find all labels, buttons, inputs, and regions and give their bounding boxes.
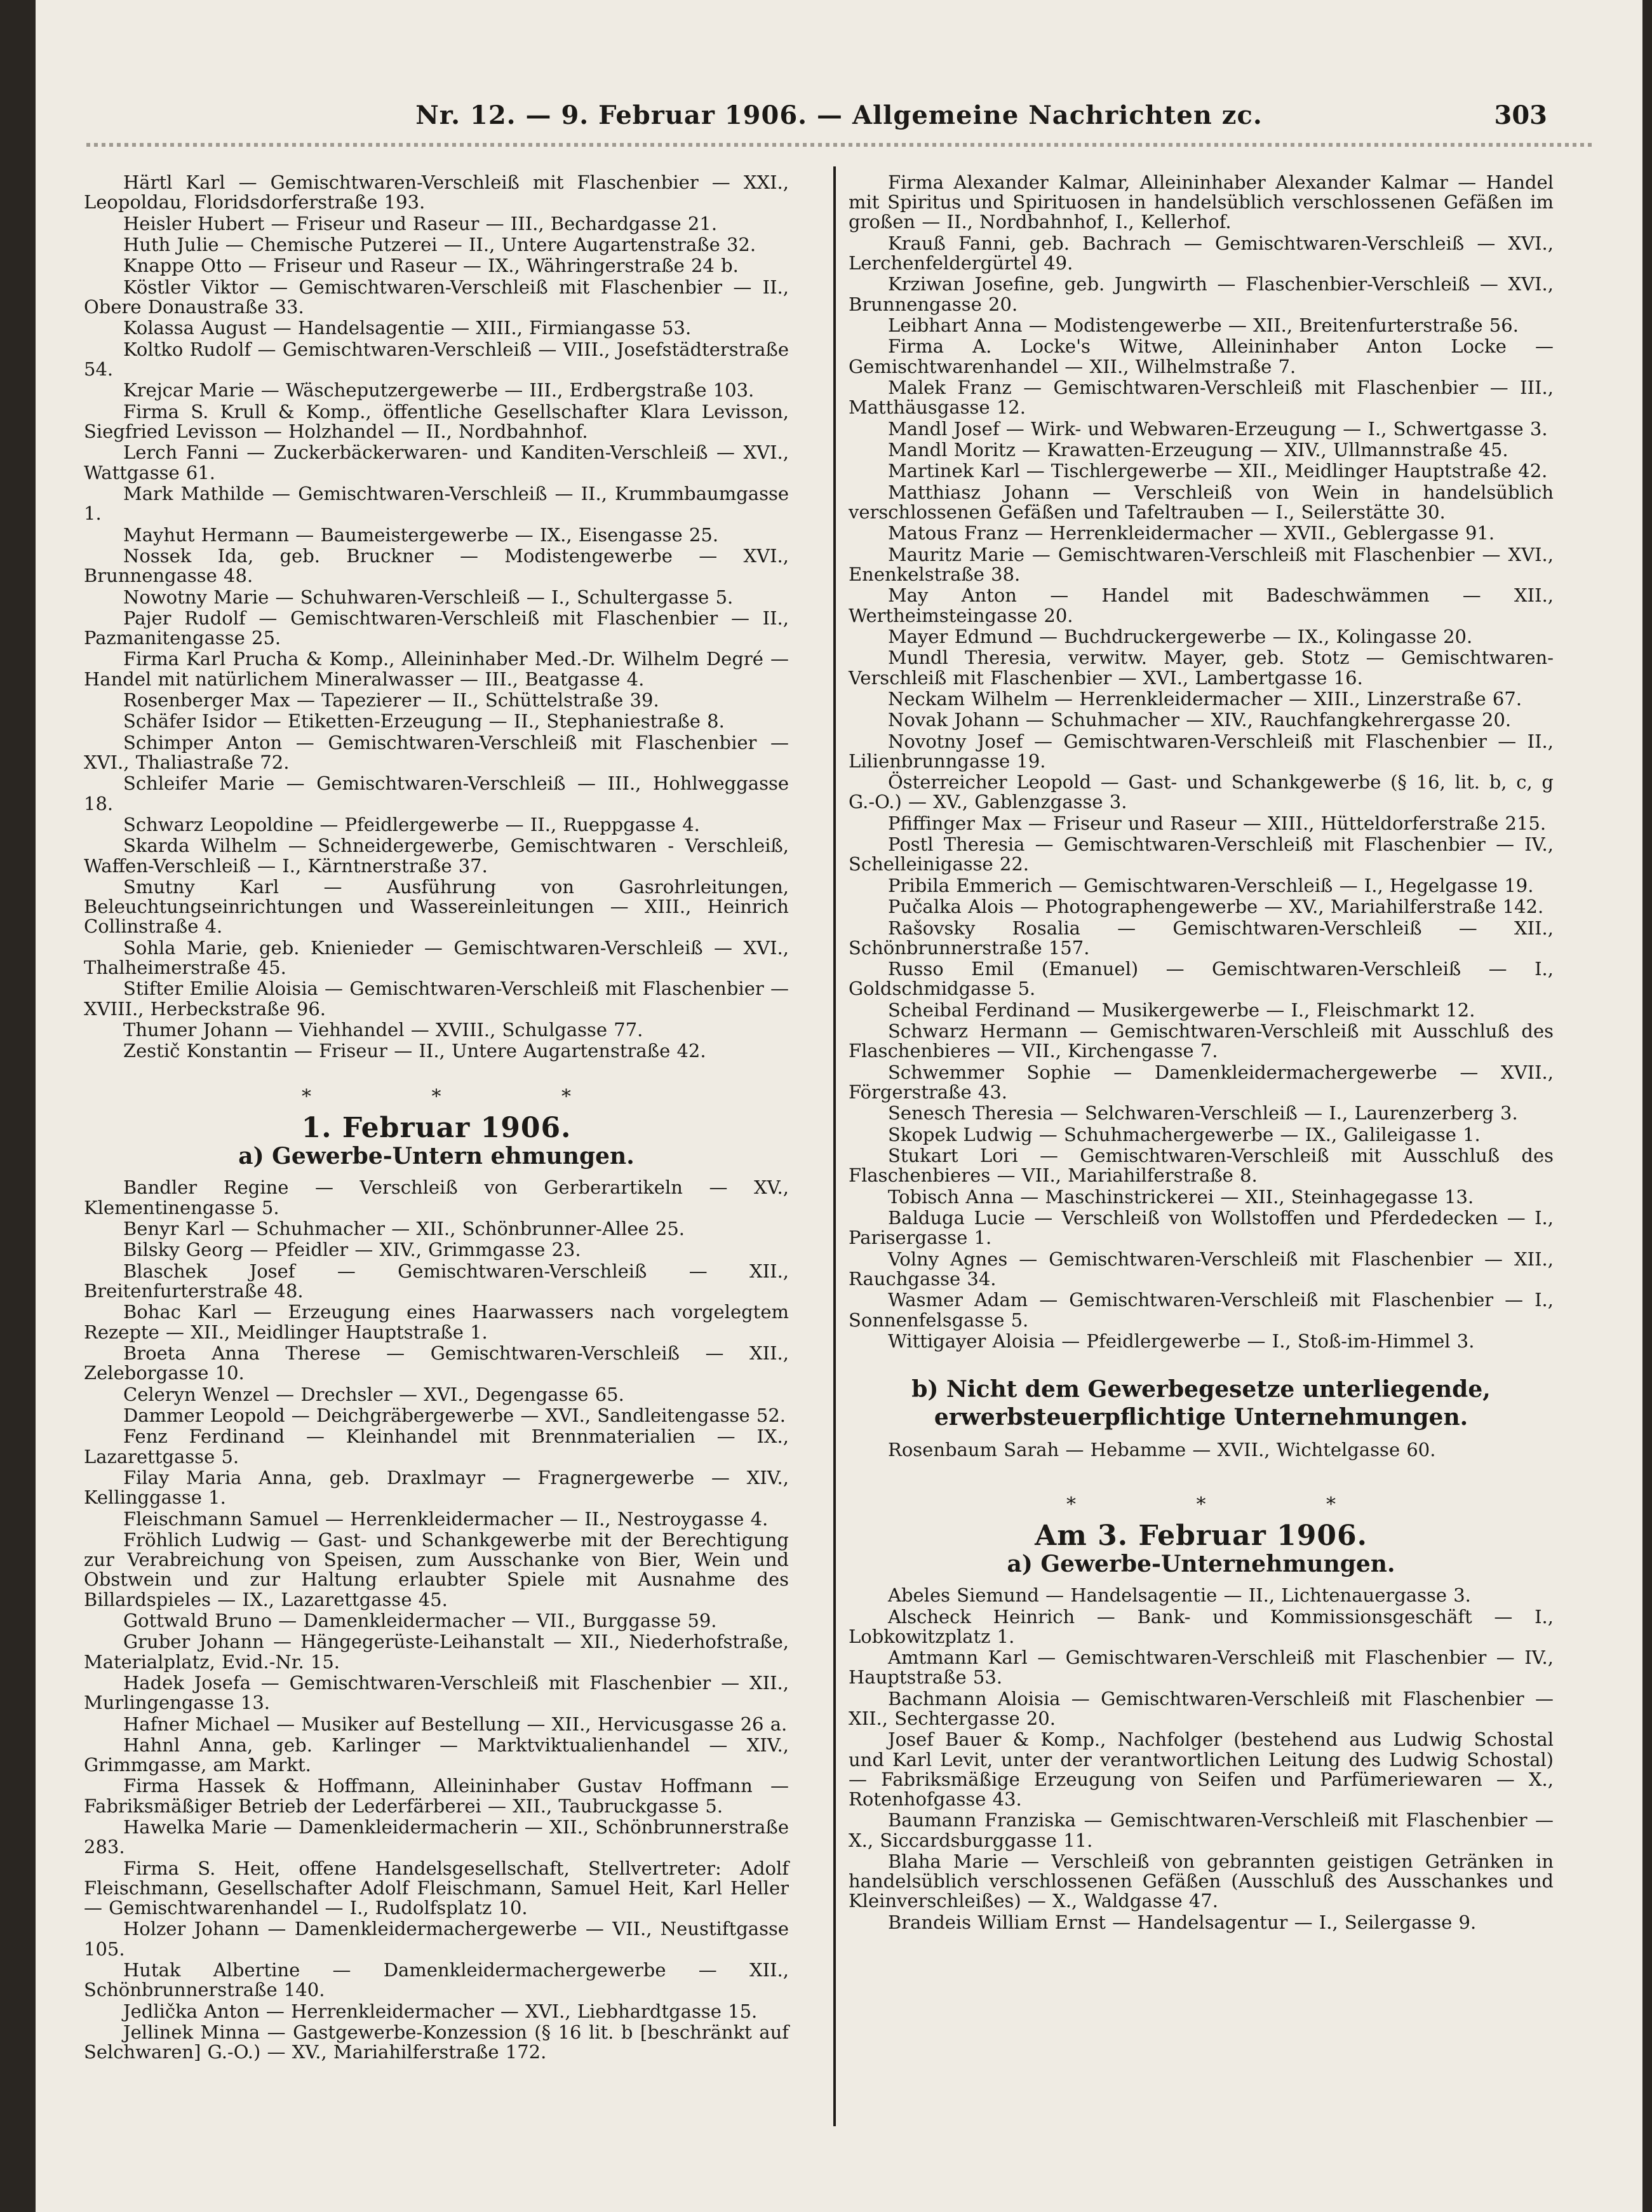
list-item: Smutny Karl — Ausführung von Gasrohrleitungen, Beleuchtungseinrichtungen und Wassereinleitungen — XIII., Heinrich Collinstraße 4. [84,876,789,938]
page-number: 303 [1494,100,1547,130]
list-item: Fröhlich Ludwig — Gast- und Schankgewerbe mit der Berechtigung zur Verabreichung von Speisen, zum Ausschanke von Bier, Wein und Obstwein und zur Haltung erlaubter Spiele mit Ausnahme des Billardspieles — IX., Lazarettgasse 45. [84,1528,789,1610]
list-item: Nossek Ida, geb. Bruckner — Modistengewerbe — XVI., Brunnengasse 48. [84,544,789,587]
list-item: Kolassa August — Handelsagentie — XIII., Firmiangasse 53. [123,317,692,339]
list-item: Schwemmer Sophie — Damenkleidermachergewerbe — XVII., Förgerstraße 43. [849,1061,1554,1103]
list-item: Mundl Theresia, verwitw. Mayer, geb. Stotz — Gemischtwaren-Verschleiß mit Flaschenbier — XVI., Lambertgasse 16. [849,647,1554,689]
list-item: Heisler Hubert — Friseur und Raseur — III., Bechardgasse 21. [123,212,718,234]
list-item: Blaschek Josef — Gemischtwaren-Verschleiß — XII., Breitenfurterstraße 48. [84,1260,789,1302]
list-item: Gottwald Bruno — Damenkleidermacher — VII., Burggasse 59. [123,1609,717,1631]
left-entries-a [84,173,789,1062]
list-item: Stifter Emilie Aloisia — Gemischtwaren-Verschleiß mit Flaschenbier — XVIII., Herbeckstraße 96. [84,978,789,1020]
list-item: Schleifer Marie — Gemischtwaren-Verschleiß — III., Hohlweggasse 18. [84,772,789,814]
list-item: Fleischmann Samuel — Herrenkleidermacher — II., Nestroygasse 4. [123,1507,769,1530]
list-item: May Anton — Handel mit Badeschwämmen — XII., Wertheimsteingasse 20. [849,584,1554,626]
list-item: Novotny Josef — Gemischtwaren-Verschleiß mit Flaschenbier — II., Lilienbrunngasse 19. [849,730,1554,772]
list-item: Krejcar Marie — Wäscheputzergewerbe — III., Erdbergstraße 103. [123,379,755,401]
list-item: Sohla Marie, geb. Knienieder — Gemischtwaren-Verschleiß — XVI., Thalheimerstraße 45. [84,936,789,979]
list-item: Krauß Fanni, geb. Bachrach — Gemischtwaren-Verschleiß — XVI., Lerchenfeldergürtel 49. [849,232,1554,274]
list-item: Holzer Johann — Damenkleidermachergewerbe — VII., Neustiftgasse 105. [84,1918,789,1960]
list-item: Tobisch Anna — Maschinstrickerei — XII., Steinhagegasse 13. [888,1185,1474,1208]
list-item: Fenz Ferdinand — Kleinhandel mit Brennmaterialien — IX., Lazarettgasse 5. [84,1426,789,1467]
list-item: Wittigayer Aloisia — Pfeidlergewerbe — I., Stoß-im-Himmel 3. [888,1330,1475,1352]
list-item: Amtmann Karl — Gemischtwaren-Verschleiß mit Flaschenbier — IV., Hauptstraße 53. [849,1647,1554,1689]
list-item: Pfiffinger Max — Friseur und Raseur — XIII., Hütteldorferstraße 215. [888,812,1547,834]
list-item: Matthiasz Johann — Verschleiß von Wein in handelsüblich verschlossenen Gefäßen und Tafeltrauben — I., Seilerstätte 30. [849,481,1554,523]
left-entries-b [84,1178,789,2062]
list-item: Matous Franz — Herrenkleidermacher — XVII., Geblergasse 91. [888,522,1495,544]
right-entries-c [849,1586,1554,1932]
list-item: Zestič Konstantin — Friseur — II., Untere Augartenstraße 42. [123,1040,706,1062]
list-item: Lerch Fanni — Zuckerbäckerwaren- und Kanditen-Verschleiß — XVI., Wattgasse 61. [84,442,789,483]
right-column [849,173,1554,1934]
list-item: Firma S. Krull & Komp., öffentliche Gesellschafter Klara Levisson, Siegfried Levisson — Holzhandel — II., Nordbahnhof. [84,400,789,442]
section-heading: a) Gewerbe-Untern ehmungen. [238,1143,635,1170]
list-item: Rosenbaum Sarah — Hebamme — XVII., Wichtelgasse 60. [888,1439,1436,1461]
list-item: Firma A. Locke's Witwe, Alleininhaber Anton Locke — Gemischtwarenhandel — XII., Wilhelmstraße 7. [849,335,1554,377]
list-item: Rašovsky Rosalia — Gemischtwaren-Verschleiß — XII., Schönbrunnerstraße 157. [849,917,1554,959]
list-item: Stukart Lori — Gemischtwaren-Verschleiß mit Ausschluß des Flaschenbieres — VII., Mariahilferstraße 8. [849,1145,1554,1187]
list-item: Köstler Viktor — Gemischtwaren-Verschleiß mit Flaschenbier — II., Obere Donaustraße 33. [84,276,789,318]
list-item: Malek Franz — Gemischtwaren-Verschleiß mit Flaschenbier — III., Matthäusgasse 12. [849,376,1554,419]
list-item: Neckam Wilhelm — Herrenkleidermacher — XIII., Linzerstraße 67. [888,687,1522,710]
list-item: Schwarz Leopoldine — Pfeidlergewerbe — II., Rueppgasse 4. [123,814,700,836]
list-item: Bohac Karl — Erzeugung eines Haarwassers nach vorgelegtem Rezepte — XII., Meidlinger Hauptstraße 1. [84,1301,789,1343]
list-item: Leibhart Anna — Modistengewerbe — XII., Breitenfurterstraße 56. [888,314,1519,336]
list-item: Pajer Rudolf — Gemischtwaren-Verschleiß mit Flaschenbier — II., Pazmanitengasse 25. [84,607,789,649]
list-item: Bandler Regine — Verschleiß von Gerberartikeln — XV., Klementinengasse 5. [84,1177,789,1218]
list-item: Schwarz Hermann — Gemischtwaren-Verschleiß mit Ausschluß des Flaschenbieres — VII., Kirchengasse 7. [849,1020,1554,1062]
list-item: Martinek Karl — Tischlergewerbe — XII., Meidlinger Hauptstraße 42. [888,460,1548,482]
newspaper-page [36,0,1642,2212]
list-item: Hahnl Anna, geb. Karlinger — Marktviktualienhandel — XIV., Grimmgasse, am Markt. [84,1734,789,1776]
list-item: Firma Karl Prucha & Komp., Alleininhaber Med.-Dr. Wilhelm Degré — Handel mit natürlichem Mineralwasser — III., Beatgasse 4. [84,648,789,690]
list-item: Firma S. Heit, offene Handelsgesellschaft, Stellvertreter: Adolf Fleischmann, Gesellschafter Adolf Fleischmann, Samuel Heit, Karl Heller — Gemischtwarenhandel — I., Rudolfsplatz 10. [84,1857,789,1919]
list-item: Krziwan Josefine, geb. Jungwirth — Flaschenbier-Verschleiß — XVI., Brunnengasse 20. [849,273,1554,315]
list-item: Pribila Emmerich — Gemischtwaren-Verschleiß — I., Hegelgasse 19. [888,874,1534,896]
list-item: Huth Julie — Chemische Putzerei — II., Untere Augartenstraße 32. [123,233,756,255]
page-header [131,95,1547,146]
section-heading: a) Gewerbe-Unternehmungen. [1007,1550,1395,1577]
list-item: Hadek Josefa — Gemischtwaren-Verschleiß mit Flaschenbier — XII., Murlingengasse 13. [84,1671,789,1714]
list-item: Russo Emil (Emanuel) — Gemischtwaren-Verschleiß — I., Goldschmidgasse 5. [849,958,1554,1000]
list-item: Mandl Moritz — Krawatten-Erzeugung — XIV., Ullmannstraße 45. [888,438,1508,461]
date-heading: 1. Februar 1906. [301,1112,572,1144]
date-heading: Am 3. Februar 1906. [1035,1519,1367,1552]
list-item: Österreicher Leopold — Gast- und Schankgewerbe (§ 16, lit. b, c, g G.-O.) — XV., Gablenzgasse 3. [849,771,1554,813]
list-item: Mandl Josef — Wirk- und Webwaren-Erzeugung — I., Schwertgasse 3. [888,417,1548,440]
column-divider [833,166,836,2126]
list-item: Filay Maria Anna, geb. Draxlmayr — Fragnergewerbe — XIV., Kellinggasse 1. [84,1466,789,1509]
list-item: Schimper Anton — Gemischtwaren-Verschleiß mit Flaschenbier — XVI., Thaliastraße 72. [84,731,789,774]
list-item: Volny Agnes — Gemischtwaren-Verschleiß mit Flaschenbier — XII., Rauchgasse 34. [849,1248,1554,1290]
list-item: Schäfer Isidor — Etiketten-Erzeugung — II., Stephaniestraße 8. [123,710,725,732]
list-item: Härtl Karl — Gemischtwaren-Verschleiß mit Flaschenbier — XXI., Leopoldau, Floridsdorferstraße 193. [84,172,789,213]
list-item: Novak Johann — Schuhmacher — XIV., Rauchfangkehrergasse 20. [888,709,1512,731]
list-item: Senesch Theresia — Selchwaren-Verschleiß — I., Laurenzerberg 3. [888,1102,1518,1124]
list-item: Dammer Leopold — Deichgräbergewerbe — XVI., Sandleitengasse 52. [123,1404,786,1426]
list-item: Mauritz Marie — Gemischtwaren-Verschleiß mit Flaschenbier — XVI., Enenkelstraße 38. [849,543,1554,585]
section-separator-stars: * * * [301,1085,629,1108]
list-item: Blaha Marie — Verschleiß von gebrannten geistigen Getränken in handelsüblich verschlossenen Gefäßen (Ausschluß des Ausschankes und Kleinverschleißes) — X., Waldgasse 47. [849,1850,1554,1912]
list-item: Brandeis William Ernst — Handelsagentur — I., Seilergasse 9. [888,1911,1477,1933]
list-item: Mayhut Hermann — Baumeistergewerbe — IX., Eisengasse 25. [123,523,719,546]
list-item: Scheibal Ferdinand — Musikergewerbe — I., Fleischmarkt 12. [888,999,1475,1021]
list-item: Jedlička Anton — Herrenkleidermacher — XVI., Liebhardtgasse 15. [123,2000,758,2022]
list-item: Firma Hassek & Hoffmann, Alleininhaber Gustav Hoffmann — Fabriksmäßiger Betrieb der Lederfärberei — XII., Taubruckgasse 5. [84,1775,789,1817]
header-rule [86,143,1592,147]
section-separator-stars: * * * [1066,1493,1393,1516]
list-item: Celeryn Wenzel — Drechsler — XVI., Degengasse 65. [123,1383,624,1405]
list-item: Jellinek Minna — Gastgewerbe-Konzession (§ 16 lit. b [beschränkt auf Selchwaren] G.-O.) — XV., Mariahilferstraße 172. [84,2021,789,2063]
list-item: Mayer Edmund — Buchdruckergewerbe — IX., Kolingasse 20. [888,625,1473,647]
list-item: Rosenberger Max — Tapezierer — II., Schüttelstraße 39. [123,689,659,711]
list-item: Mark Mathilde — Gemischtwaren-Verschleiß — II., Krummbaumgasse 1. [84,482,789,525]
page-title: Nr. 12. — 9. Februar 1906. — Allgemeine Nachrichten zc. [415,100,1263,130]
list-item: Koltko Rudolf — Gemischtwaren-Verschleiß — VIII., Josefstädterstraße 54. [84,338,789,380]
section-heading: b) Nicht dem Gewerbegesetze unterliegende, erwerbsteuerpflichtige Unternehmungen. [911,1376,1491,1431]
list-item: Broeta Anna Therese — Gemischtwaren-Verschleiß — XII., Zeleborgasse 10. [84,1342,789,1384]
list-item: Bachmann Aloisia — Gemischtwaren-Verschleiß mit Flaschenbier — XII., Sechtergasse 20. [849,1687,1554,1729]
list-item: Firma Alexander Kalmar, Alleininhaber Alexander Kalmar — Handel mit Spiritus und Spirituosen in handelsüblich verschlossenen Gefäßen im großen — II., Nordbahnhof, I., Kellerhof. [849,172,1554,233]
list-item: Alscheck Heinrich — Bank- und Kommissionsgeschäft — I., Lobkowitzplatz 1. [849,1605,1554,1647]
list-item: Skopek Ludwig — Schuhmachergewerbe — IX., Galileigasse 1. [888,1123,1481,1145]
list-item: Benyr Karl — Schuhmacher — XII., Schönbrunner-Allee 25. [123,1218,685,1239]
list-item: Balduga Lucie — Verschleiß von Wollstoffen und Pferdedecken — I., Parisergasse 1. [849,1207,1554,1249]
right-entries-b [849,1440,1554,1460]
list-item: Nowotny Marie — Schuhwaren-Verschleiß — I., Schultergasse 5. [123,586,734,608]
list-item: Pučalka Alois — Photographengewerbe — XV., Mariahilferstraße 142. [888,896,1544,918]
list-item: Hawelka Marie — Damenkleidermacherin — XII., Schönbrunnerstraße 283. [84,1816,789,1858]
list-item: Josef Bauer & Komp., Nachfolger (bestehend aus Ludwig Schostal und Karl Levit, unter der verantwortlichen Leitung des Ludwig Schostal) — Fabriksmäßige Erzeugung von Seifen und Parfümeriewaren — X., Rotenhofgasse 43. [849,1729,1554,1810]
list-item: Hutak Albertine — Damenkleidermachergewerbe — XII., Schönbrunnerstraße 140. [84,1959,789,2001]
list-item: Skarda Wilhelm — Schneidergewerbe, Gemischtwaren - Verschleiß, Waffen-Verschleiß — I., Kärntnerstraße 37. [84,835,789,877]
list-item: Baumann Franziska — Gemischtwaren-Verschleiß mit Flaschenbier — X., Siccardsburggasse 11. [849,1809,1554,1851]
list-item: Bilsky Georg — Pfeidler — XIV., Grimmgasse 23. [123,1239,581,1261]
list-item: Hafner Michael — Musiker auf Bestellung — XII., Hervicusgasse 26 a. [123,1713,788,1735]
list-item: Abeles Siemund — Handelsagentie — II., Lichtenauergasse 3. [888,1584,1471,1607]
right-entries-a [849,173,1554,1351]
list-item: Thumer Johann — Viehhandel — XVIII., Schulgasse 77. [123,1019,643,1041]
left-column [84,173,789,2064]
list-item: Postl Theresia — Gemischtwaren-Verschleiß mit Flaschenbier — IV., Schelleinigasse 22. [849,833,1554,875]
list-item: Knappe Otto — Friseur und Raseur — IX., Währingerstraße 24 b. [123,255,739,277]
list-item: Wasmer Adam — Gemischtwaren-Verschleiß mit Flaschenbier — I., Sonnenfelsgasse 5. [849,1289,1554,1331]
list-item: Gruber Johann — Hängegerüste-Leihanstalt — XII., Niederhofstraße, Materialplatz, Evid.-Nr. 15. [84,1631,789,1673]
